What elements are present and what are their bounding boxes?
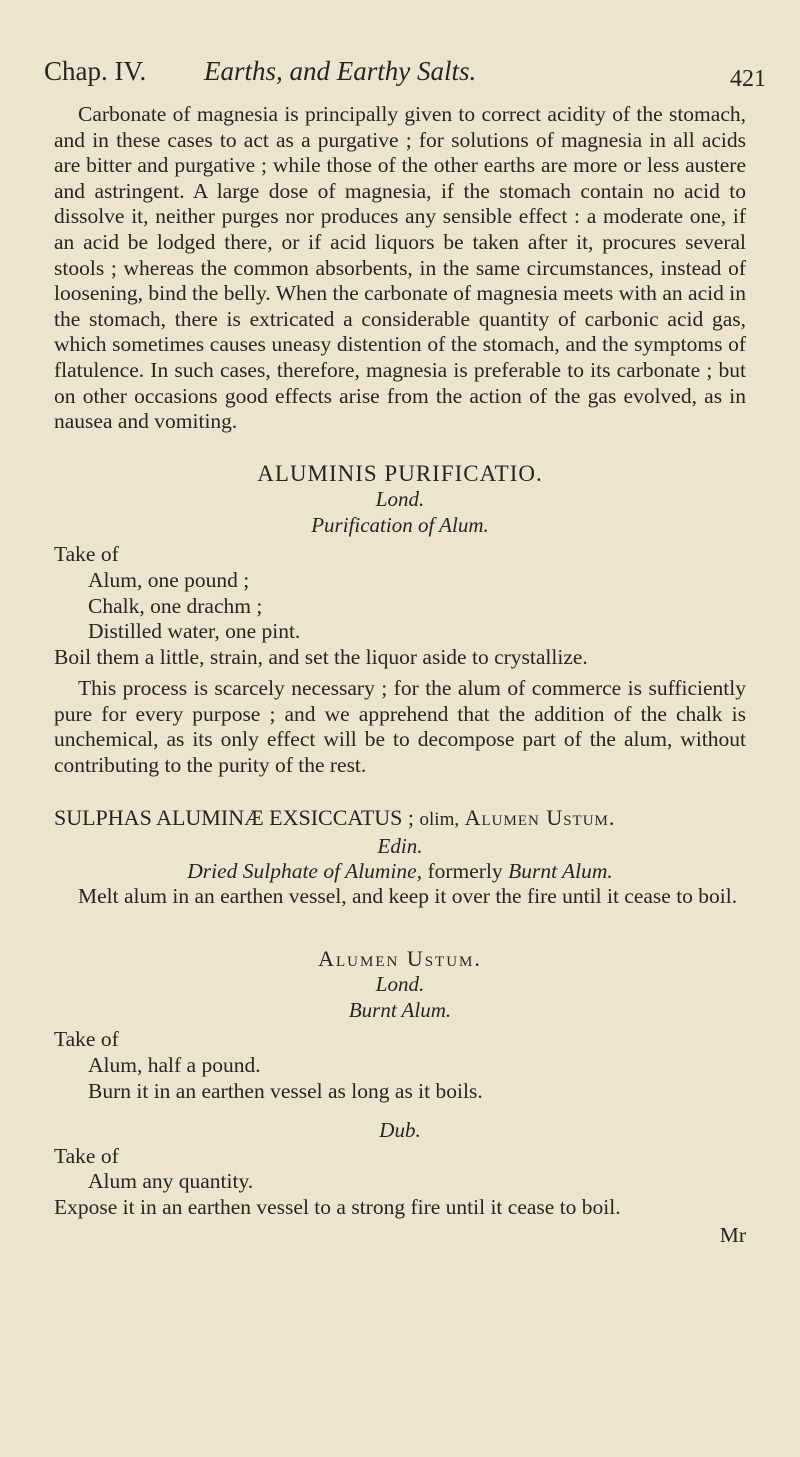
catchword: Mr	[719, 1222, 746, 1247]
old-name: Alumen Ustum.	[464, 804, 616, 830]
instruction-text: Melt alum in an earthen vessel, and keep it over the fire until it cease to boil.	[78, 884, 738, 909]
subtitle-part: Dried Sulphate of Alumine,	[187, 858, 423, 883]
section-dub	[54, 1118, 746, 1220]
chapter-label: Chap. IV.	[44, 56, 147, 86]
pharmacopoeia-source: Dub.	[379, 1118, 421, 1143]
page-number: 421	[730, 66, 766, 92]
section-subtitle	[54, 859, 746, 885]
heading-text: SULPHAS ALUMINÆ EXSICCATUS ;	[54, 804, 415, 830]
ingredient-item: Chalk, one drachm ;	[88, 593, 263, 618]
subtitle-part: formerly	[427, 858, 503, 883]
section-subtitle: Purification of Alum.	[311, 513, 489, 538]
running-head	[44, 44, 766, 92]
ingredient-item: Alum, half a pound.	[88, 1053, 261, 1078]
instruction-text: Expose it in an earthen vessel to a strong fire until it cease to boil.	[54, 1195, 621, 1219]
section-sulphas-aluminae	[54, 805, 746, 910]
subtitle-part: Burnt Alum.	[508, 858, 613, 883]
pharmacopoeia-source: Lond.	[375, 972, 425, 997]
take-of-label: Take of	[54, 542, 119, 567]
intro-paragraph: Carbonate of magnesia is principally given to correct acidity of the stomach, and in these cases to act as a purgative ; for solutions of magnesia in all acids are bitter and purgative ; while those of the other earths are more or less austere and astringent. A large dose of magnesia, if the stomach contain no acid to dissolve it, neither purges nor produces any sensible effect : a moderate one, if an acid be lodged there, or if acid liquors be taken after it, procures several stools ; whereas the common absorbents, in the same circumstances, instead of loosening, bind the belly. When the carbonate of magnesia meets with an acid in the stomach, there is extricated a considerable quantity of carbonic acid gas, which sometimes causes uneasy distention of the stomach, and the symptoms of flatulence. In such cases, therefore, magnesia is preferable to its carbonate ; but on other occasions good effects arise from the action of the gas evolved, as in nausea and vomiting.	[54, 102, 746, 434]
running-title: Earths, and Earthy Salts.	[204, 56, 477, 86]
section-alumen-ustum	[54, 946, 746, 1104]
take-of-label: Take of	[54, 1143, 119, 1168]
section-heading: ALUMINIS PURIFICATIO.	[257, 460, 543, 486]
ingredient-item: Alum any quantity.	[88, 1169, 254, 1194]
instruction-text: Burn it in an earthen vessel as long as it boils.	[88, 1078, 483, 1103]
ingredient-item: Alum, one pound ;	[88, 567, 250, 592]
pharmacopoeia-source: Edin.	[377, 833, 423, 858]
section-aluminis-purificatio	[54, 461, 746, 779]
section-subtitle: Burnt Alum.	[348, 998, 452, 1023]
section-heading	[54, 805, 746, 833]
take-of-label: Take of	[54, 1027, 119, 1052]
commentary-note: This process is scarcely necessary ; for the alum of commerce is sufficiently pure for every purpose ; and we apprehend that the addition of the chalk is unchemical, as its only effect will be to decompose part of the alum, without contributing to the purity of the rest.	[54, 676, 746, 778]
pharmacopoeia-source: Lond.	[375, 487, 425, 512]
section-heading: Alumen Ustum.	[318, 945, 482, 971]
olim-label: olim,	[419, 808, 460, 830]
ingredient-item: Distilled water, one pint.	[88, 619, 301, 644]
instruction-text: Boil them a little, strain, and set the liquor aside to crystallize.	[54, 644, 588, 669]
